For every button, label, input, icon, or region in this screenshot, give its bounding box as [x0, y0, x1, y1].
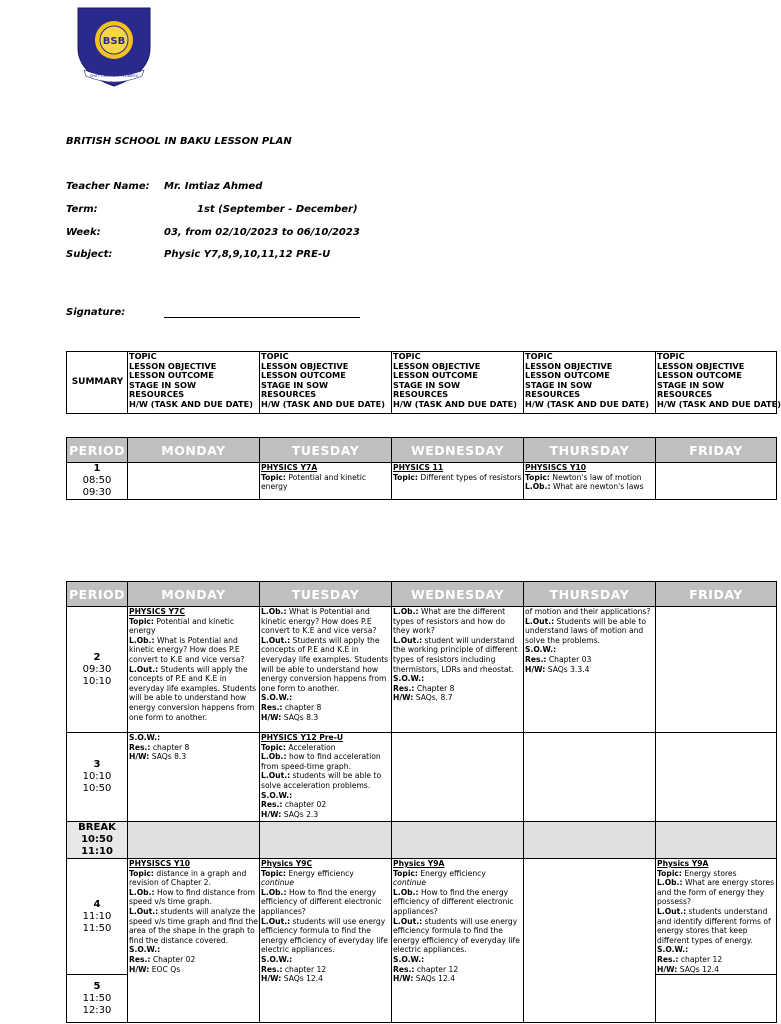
summary-cell: TOPIC LESSON OBJECTIVE LESSON OUTCOME STAGE IN SOW RESOURCES H/W (TASK AND DUE DATE) [128, 352, 260, 414]
lesson-cell: PHYSICS 11 Topic: Different types of resistors [392, 463, 524, 500]
school-crest-logo [74, 4, 154, 88]
period-4-time: 4 11:10 11:50 [67, 859, 128, 975]
lesson-cell: Physics Y9C Topic: Energy efficiency continue L.Ob.: How to find the energy efficiency of different electronic appliances? L.Out.: students will use energy efficiency formula to find the energy efficiency of everyday life electric appliances. S.O.W.: Res.: chapter 12 H/W: SAQs 12.4 [260, 859, 392, 1023]
period-3-time: 3 10:10 10:50 [67, 733, 128, 822]
lesson-cell: Physics Y9A Topic: Energy stores L.Ob.: What are energy stores and the form of energy they possess? L.Out.: students understand and identify different forms of energy stores that keep different types of energy. S.O.W.: Res.: chapter 12 H/W: SAQs 12.4 [656, 859, 777, 975]
header-tuesday: TUESDAY [260, 582, 392, 607]
summary-cell: TOPIC LESSON OBJECTIVE LESSON OUTCOME STAGE IN SOW RESOURCES H/W (TASK AND DUE DATE) [656, 352, 777, 414]
header-friday: FRIDAY [656, 582, 777, 607]
lesson-cell: PHYSICS Y7C Topic: Potential and kinetic energy L.Ob.: What is Potential and kinetic energy? How does P.E convert to K.E and vice versa? L.Out.: Students will apply the concepts of P.E and K.E in everyday life examples. Students will be able to understand how energy conversion happens from one form to another. [128, 607, 260, 733]
break-cell [656, 822, 777, 859]
header-tuesday: TUESDAY [260, 438, 392, 463]
header-period: PERIOD [67, 438, 128, 463]
header-period: PERIOD [67, 582, 128, 607]
header-friday: FRIDAY [656, 438, 777, 463]
header-wednesday: WEDNESDAY [392, 582, 524, 607]
timetable-period-1 [66, 437, 777, 500]
lesson-cell [656, 607, 777, 733]
summary-cell: TOPIC LESSON OBJECTIVE LESSON OUTCOME STAGE IN SOW RESOURCES H/W (TASK AND DUE DATE) [260, 352, 392, 414]
crest-letters: BSB [102, 36, 126, 47]
lesson-cell: of motion and their applications? L.Out.: Students will be able to understand laws of motion and solve the problems. S.O.W.: Res.: Chapter 03 H/W: SAQs 3.3.4 [524, 607, 656, 733]
summary-cell: TOPIC LESSON OBJECTIVE LESSON OUTCOME STAGE IN SOW RESOURCES H/W (TASK AND DUE DATE) [392, 352, 524, 414]
teacher-label: Teacher Name: [66, 181, 150, 192]
lesson-cell [128, 463, 260, 500]
term-value: 1st (September - December) [197, 204, 358, 215]
subject-value: Physic Y7,8,9,10,11,12 PRE-U [164, 249, 331, 260]
period-5-time: 5 11:50 12:30 [67, 975, 128, 1023]
teacher-value: Mr. Imtiaz Ahmed [164, 181, 263, 192]
crest-motto: SHIFT CRESCENT FLOWERS [90, 74, 138, 78]
break-cell [260, 822, 392, 859]
week-label: Week: [66, 227, 101, 238]
lesson-cell: PHYSISCS Y10 Topic: distance in a graph and revision of Chapter 2. L.Ob.: How to find distance from speed v/s time graph. L.Out.: students will analyze the speed v/s time graph and find the area of the shape in the graph to find the distance covered. S.O.W.: Res.: Chapter 02 H/W: EOC Qs [128, 859, 260, 1023]
lesson-cell: PHYSICS Y7A Topic: Potential and kinetic energy [260, 463, 392, 500]
lesson-cell [524, 733, 656, 822]
header-wednesday: WEDNESDAY [392, 438, 524, 463]
week-value: 03, from 02/10/2023 to 06/10/2023 [164, 227, 360, 238]
signature-label: Signature: [66, 307, 126, 318]
signature-line [164, 317, 360, 318]
header-thursday: THURSDAY [524, 438, 656, 463]
lesson-cell: Physics Y9A Topic: Energy efficiency continue L.Ob.: How to find the energy efficiency of different electronic appliances? L.Out.: students will use energy efficiency formula to find the energy efficiency of everyday life electric appliances. S.O.W.: Res.: chapter 12 H/W: SAQs 12.4 [392, 859, 524, 1023]
subject-label: Subject: [66, 249, 113, 260]
lesson-cell: L.Ob.: What are the different types of resistors and how do they work? L.Out.: student will understand the working principle of different types of resistors including thermistors, LDRs and rheostat. S.O.W.: Res.: Chapter 8 H/W: SAQs, 8.7 [392, 607, 524, 733]
lesson-cell: PHYSICS Y12 Pre-U Topic: Acceleration L.Ob.: how to find acceleration from speed-time graph. L.Out.: students will be able to solve acceleration problems. S.O.W.: Res.: chapter 02 H/W: SAQs 2.3 [260, 733, 392, 822]
period-2-time: 2 09:30 10:10 [67, 607, 128, 733]
period-1-time: 1 08:50 09:30 [67, 463, 128, 500]
lesson-cell [524, 859, 656, 1023]
break-time: BREAK 10:50 11:10 [67, 822, 128, 859]
lesson-cell: L.Ob.: What is Potential and kinetic energy? How does P.E convert to K.E and vice versa? L.Out.: Students will apply the concepts of P.E and K.E in everyday life examples. Students will be able to understand how energy conversion happens from one form to another. S.O.W.: Res.: chapter 8 H/W: SAQs 8.3 [260, 607, 392, 733]
term-label: Term: [66, 204, 98, 215]
summary-cell: TOPIC LESSON OBJECTIVE LESSON OUTCOME STAGE IN SOW RESOURCES H/W (TASK AND DUE DATE) [524, 352, 656, 414]
lesson-cell [656, 975, 777, 1023]
lesson-cell [656, 733, 777, 822]
lesson-cell: PHYSISCS Y10 Topic: Newton's law of motion L.Ob.: What are newton's laws [524, 463, 656, 500]
lesson-cell [392, 733, 524, 822]
summary-table [66, 351, 781, 414]
header-thursday: THURSDAY [524, 582, 656, 607]
summary-label: SUMMARY [67, 352, 128, 414]
break-cell [524, 822, 656, 859]
lesson-cell [656, 463, 777, 500]
timetable-periods-2-5 [66, 581, 777, 1023]
header-monday: MONDAY [128, 438, 260, 463]
lesson-cell: S.O.W.: Res.: chapter 8 H/W: SAQs 8.3 [128, 733, 260, 822]
break-cell [128, 822, 260, 859]
header-monday: MONDAY [128, 582, 260, 607]
break-cell [392, 822, 524, 859]
document-title: BRITISH SCHOOL IN BAKU LESSON PLAN [66, 136, 292, 147]
